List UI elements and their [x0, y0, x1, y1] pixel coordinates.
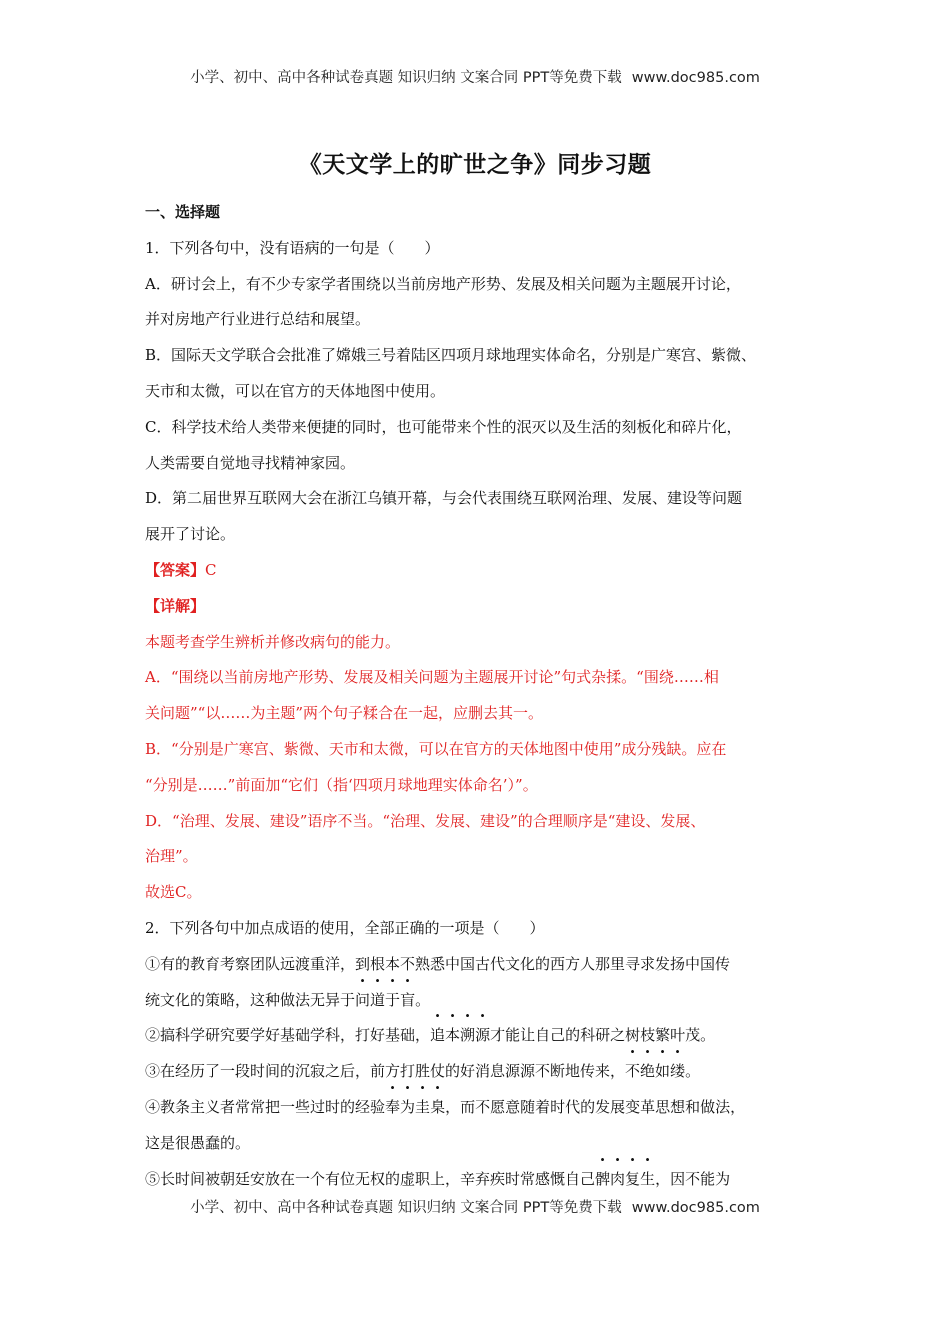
- header-url[interactable]: www.doc985.com: [631, 70, 760, 86]
- q2-sentence-3: [145, 1058, 815, 1094]
- dotted-idiom: [595, 1170, 655, 1188]
- page-header: [0, 66, 950, 87]
- q1-explanation-line: “分别是……”前面加“它们（指‘四项月球地理实体命名’）”。: [145, 775, 538, 794]
- idiom-char: 肉: [610, 1169, 626, 1188]
- q1-explanation-line: D．“治理、发展、建设”语序不当。“治理、发展、建设”的合理顺序是“建设、发展、: [145, 811, 706, 830]
- idiom-char: 髀: [595, 1169, 611, 1188]
- q1-explanation-line: 关问题”“以……为主题”两个句子糅合在一起，应删去其一。: [145, 704, 544, 723]
- sentence-text: ，而不愿意随着时代的发展变革思想和做法，: [445, 1097, 746, 1116]
- q2-sentence-4-line2: 这是很愚蠢的。: [145, 1133, 251, 1152]
- detail-tag: 【详解】: [145, 596, 206, 615]
- q1-explanation-line: 故选C。: [145, 883, 202, 902]
- question-1-stem: 1．下列各句中，没有语病的一句是（ ）: [145, 238, 440, 257]
- q2-sentence-4-line1: [145, 1094, 815, 1130]
- idiom-char: 绝: [640, 1062, 656, 1081]
- idiom-char: 圭: [415, 1097, 431, 1116]
- q2-sentence-1-line1: ①有的教育考察团队远渡重洋，到根本不熟悉中国古代文化的西方人那里寻求发扬中国传: [145, 954, 731, 973]
- sentence-text: ③在经历了一段时间的沉寂之后，前方打胜仗的好消息源源不断地传来，: [145, 1062, 626, 1081]
- sentence-text: ，因不能为: [655, 1169, 731, 1188]
- sentence-text: ②搞科学研究要学好基础学科，打好基础，: [145, 1026, 431, 1045]
- idiom-char: 溯: [460, 1026, 476, 1045]
- q1-explanation-line: 治理”。: [145, 847, 198, 866]
- idiom-char: 源: [475, 1026, 491, 1045]
- q2-sentence-2: [145, 1022, 815, 1058]
- sentence-text: ⑤长时间被朝廷安放在一个有位无权的虚职上，辛弃疾时常感慨自己: [145, 1169, 596, 1188]
- idiom-char: 为: [400, 1097, 416, 1116]
- idiom-char: 复: [625, 1169, 641, 1188]
- footer-text: 小学、初中、高中各种试卷真题 知识归纳 文案合同 PPT等免费下载: [190, 1200, 622, 1216]
- idiom-char: 盲: [400, 990, 416, 1009]
- idiom-char: 生: [640, 1169, 656, 1188]
- idiom-char: 道: [370, 990, 386, 1009]
- sentence-text: 。: [685, 1062, 701, 1081]
- answer-tag: 【答案】: [145, 560, 206, 579]
- q1-option-d-line1: D．第二届世界互联网大会在浙江乌镇开幕，与会代表围绕互联网治理、发展、建设等问题: [145, 489, 743, 508]
- q1-option-c-line2: 人类需要自觉地寻找精神家园。: [145, 453, 356, 472]
- idiom-char: 于: [385, 990, 401, 1009]
- q1-explanation-line: A．“围绕以当前房地产形势、发展及相关问题为主题展开讨论”句式杂揉。“围绕……相: [145, 668, 719, 687]
- dotted-idiom: [625, 1062, 685, 1080]
- q1-option-c-line1: C．科学技术给人类带来便捷的同时，也可能带来个性的泯灭以及生活的刻板化和碎片化，: [145, 417, 742, 436]
- sentence-text: 统文化的策略，这种做法无异于: [145, 990, 356, 1009]
- dotted-idiom: [385, 1098, 445, 1116]
- idiom-char: 如: [655, 1062, 671, 1081]
- q1-explanation-line: B．“分别是广寒宫、紫微、天市和太微，可以在官方的天体地图中使用”成分残缺。应在: [145, 739, 727, 758]
- sentence-text: 才能让自己的科研之树枝繁叶茂。: [490, 1026, 716, 1045]
- idiom-char: 臬: [430, 1097, 446, 1116]
- q1-option-b-line2: 天市和太微，可以在官方的天体地图中使用。: [145, 381, 446, 400]
- q1-option-b-line1: B．国际天文学联合会批准了嫦娥三号着陆区四项月球地理实体命名，分别是广寒宫、紫微、: [145, 346, 757, 365]
- answer-value: C: [205, 560, 217, 579]
- page-title: 《天文学上的旷世之争》同步习题: [298, 152, 652, 178]
- page-footer: [0, 1196, 950, 1217]
- document-body: [145, 199, 815, 1201]
- q1-detail-heading: [145, 593, 815, 629]
- q1-answer: [145, 557, 815, 593]
- q1-option-a-line1: A．研讨会上，有不少专家学者围绕以当前房地产形势、发展及相关问题为主题展开讨论，: [145, 274, 741, 293]
- dotted-idiom: [355, 991, 415, 1009]
- q1-option-d-line2: 展开了讨论。: [145, 525, 236, 544]
- idiom-char: 追: [430, 1026, 446, 1045]
- idiom-char: 奉: [385, 1097, 401, 1116]
- idiom-char: 问: [355, 990, 371, 1009]
- dotted-idiom: [430, 1026, 490, 1044]
- q1-explanation-line: 本题考查学生辨析并修改病句的能力。: [145, 632, 401, 651]
- sentence-text: ④教条主义者常常把一些过时的经验: [145, 1097, 386, 1116]
- idiom-char: 缕: [670, 1062, 686, 1081]
- sentence-text: 。: [415, 990, 431, 1009]
- section-heading: 一、选择题: [145, 203, 221, 221]
- idiom-char: 本: [445, 1026, 461, 1045]
- idiom-char: 不: [625, 1062, 641, 1081]
- footer-url[interactable]: www.doc985.com: [631, 1200, 760, 1216]
- header-text: 小学、初中、高中各种试卷真题 知识归纳 文案合同 PPT等免费下载: [190, 70, 622, 86]
- question-2-stem: 2．下列各句中加点成语的使用，全部正确的一项是（ ）: [145, 918, 545, 937]
- q1-option-a-line2: 并对房地产行业进行总结和展望。: [145, 310, 371, 329]
